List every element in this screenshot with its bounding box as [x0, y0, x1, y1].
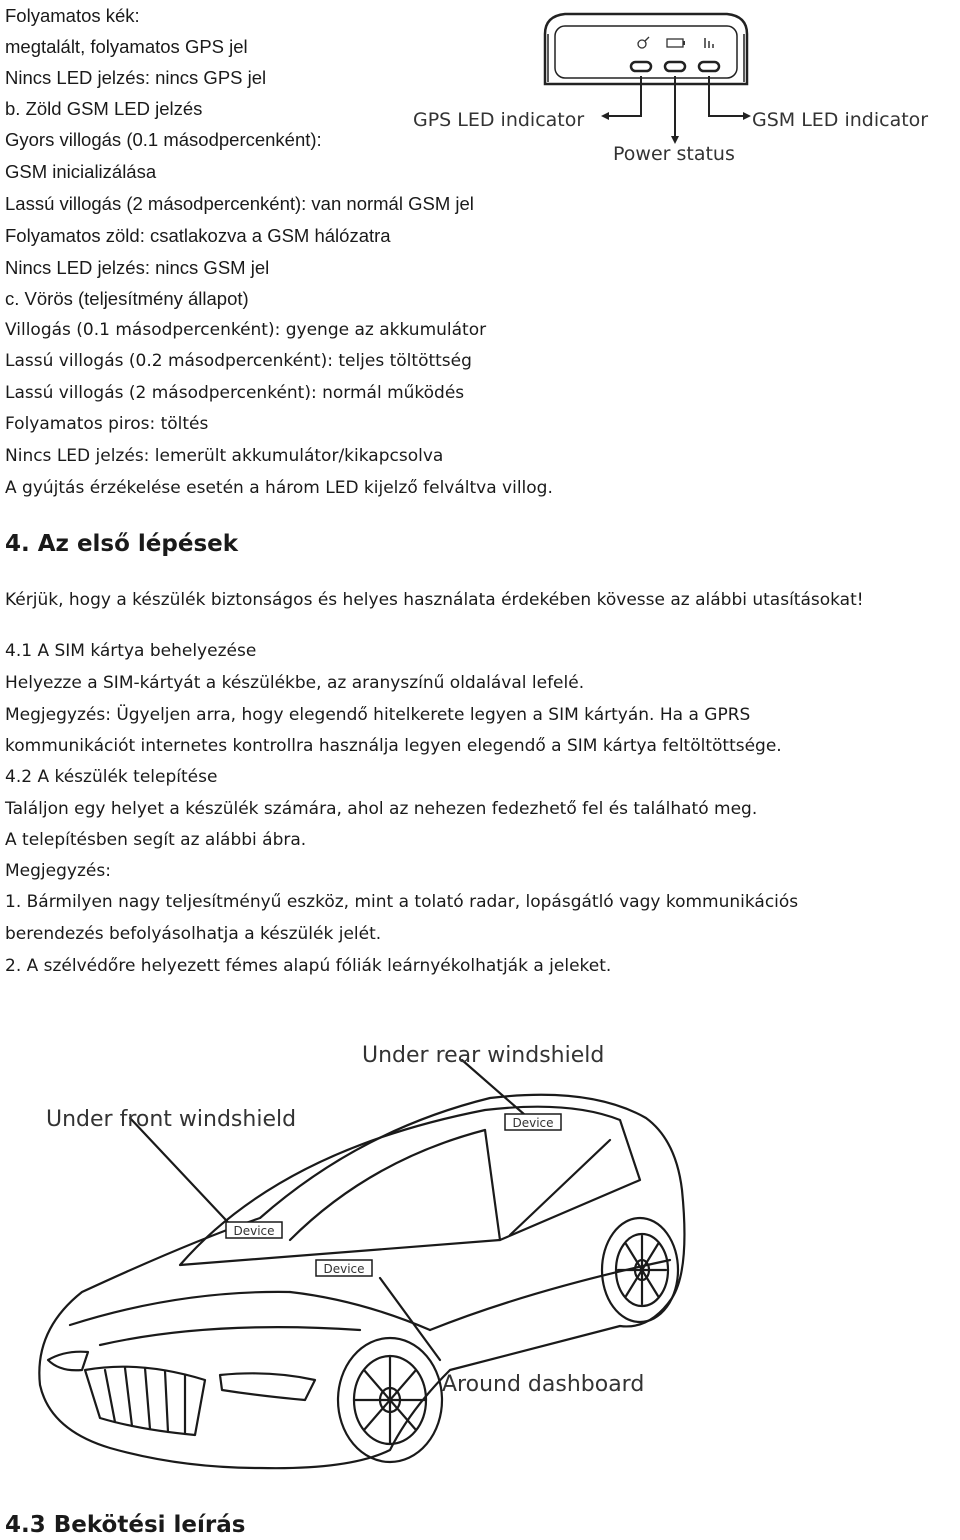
- text-line: Lassú villogás (0.2 másodpercenként): teljes töltöttség: [5, 351, 472, 371]
- gps-led-label: GPS LED indicator: [413, 109, 585, 131]
- text-line: Megjegyzés: Ügyeljen arra, hogy elegendő hitelkerete legyen a SIM kártyán. Ha a GPRS: [5, 705, 751, 725]
- text-line: megtalált, folyamatos GPS jel: [5, 36, 248, 57]
- text-line: Folyamatos piros: töltés: [5, 414, 209, 434]
- text-line: Nincs LED jelzés: nincs GSM jel: [5, 257, 270, 278]
- section-heading: 4.3 Bekötési leírás: [5, 1512, 246, 1538]
- text-line: Villogás (0.1 másodpercenként): gyenge az akkumulátor: [5, 320, 487, 340]
- text-line: Folyamatos kék:: [5, 5, 140, 26]
- gsm-led: [699, 62, 719, 71]
- rear-windshield-label: Under rear windshield: [362, 1043, 605, 1068]
- text-line: Lassú villogás (2 másodpercenként): normál működés: [5, 383, 465, 403]
- gps-led: [631, 62, 651, 71]
- gsm-led-label: GSM LED indicator: [752, 109, 929, 131]
- text-line: A gyújtás érzékelése esetén a három LED kijelző felváltva villog.: [5, 478, 553, 498]
- text-line: 2. A szélvédőre helyezett fémes alapú fóliák leárnyékolhatják a jeleket.: [5, 956, 612, 976]
- text-line: 4.2 A készülék telepítése: [5, 767, 218, 787]
- device-tag-label: Device: [512, 1116, 554, 1130]
- text-line: 1. Bármilyen nagy teljesítményű eszköz, mint a tolató radar, lopásgátló vagy kommunikációs: [5, 892, 799, 912]
- device-tag-label: Device: [323, 1262, 365, 1276]
- front-windshield-label: Under front windshield: [46, 1107, 297, 1132]
- device-tag-label: Device: [233, 1224, 275, 1238]
- power-led: [665, 62, 685, 71]
- text-line: 4.1 A SIM kártya behelyezése: [5, 641, 257, 661]
- text-line: c. Vörös (teljesítmény állapot): [5, 288, 249, 309]
- text-line: Lassú villogás (2 másodpercenként): van normál GSM jel: [5, 193, 474, 214]
- text-line: kommunikációt internetes kontrollra használja legyen elegendő a SIM kártya feltöltöttsége.: [5, 736, 782, 756]
- text-line: b. Zöld GSM LED jelzés: [5, 98, 203, 119]
- text-line: Nincs LED jelzés: lemerült akkumulátor/kikapcsolva: [5, 446, 444, 466]
- text-line: Helyezze a SIM-kártyát a készülékbe, az aranyszínű oldalával lefelé.: [5, 673, 585, 693]
- car-installation-figure: [30, 1030, 710, 1495]
- section-heading: 4. Az első lépések: [5, 531, 239, 557]
- power-status-label: Power status: [613, 143, 735, 165]
- text-line: Megjegyzés:: [5, 861, 111, 881]
- dashboard-label: Around dashboard: [442, 1372, 645, 1397]
- text-line: Folyamatos zöld: csatlakozva a GSM hálózatra: [5, 225, 391, 246]
- text-line: Nincs LED jelzés: nincs GPS jel: [5, 67, 267, 88]
- device-led-figure: [405, 4, 955, 174]
- text-line: berendezés befolyásolhatja a készülék jelét.: [5, 924, 382, 944]
- text-line: A telepítésben segít az alábbi ábra.: [5, 830, 307, 850]
- text-line: Gyors villogás (0.1 másodpercenként):: [5, 129, 322, 150]
- text-line: GSM inicializálása: [5, 161, 157, 182]
- text-line: Találjon egy helyet a készülék számára, ahol az nehezen fedezhető fel és található meg.: [5, 799, 758, 819]
- section-intro: Kérjük, hogy a készülék biztonságos és helyes használata érdekében kövesse az alábbi utasításokat!: [5, 590, 864, 610]
